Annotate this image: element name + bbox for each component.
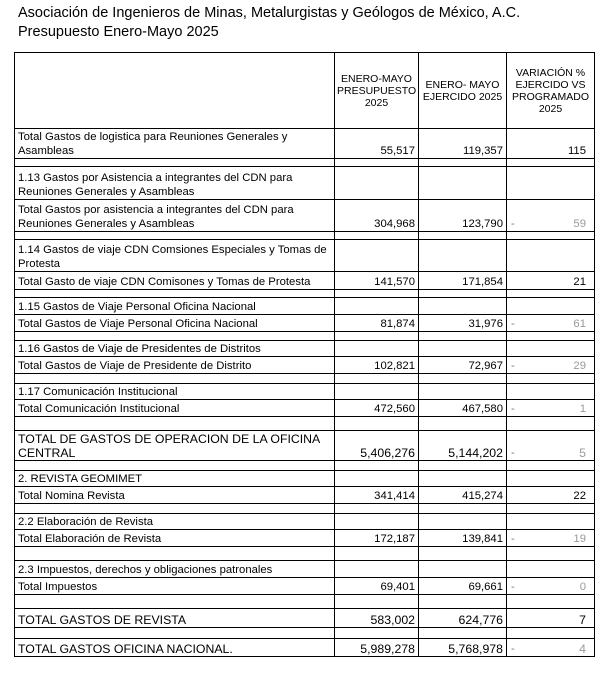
spacer-cell (419, 461, 507, 471)
negative-sign: - (511, 447, 515, 459)
section-row (15, 298, 595, 315)
actual-cell (419, 298, 507, 315)
total-row (15, 357, 595, 374)
document-subtitle: Presupuesto Enero-Mayo 2025 (18, 24, 219, 40)
variation-cell (507, 272, 595, 290)
total-row (15, 315, 595, 332)
variation-value: 59 (573, 218, 586, 230)
variation-value: 7 (579, 613, 586, 627)
variation-cell (507, 357, 595, 374)
row-label: TOTAL DE GASTOS DE OPERACION DE LA OFICINA CENTRAL (15, 431, 335, 461)
variation-cell (507, 639, 595, 657)
spacer-cell (419, 159, 507, 167)
row-label: TOTAL GASTOS DE REVISTA (15, 609, 335, 628)
spacer-cell (15, 461, 335, 471)
budget-cell: 341,414 (335, 487, 419, 504)
total-row (15, 400, 595, 417)
actual-cell: 5,144,202 (419, 431, 507, 461)
section-row (15, 561, 595, 578)
spacer-cell (335, 332, 419, 341)
budget-cell: 472,560 (335, 400, 419, 417)
total-row (15, 129, 595, 159)
variation-cell (507, 431, 595, 461)
variation-cell (507, 561, 595, 578)
header-actual: ENERO- MAYO EJERCIDO 2025 (419, 53, 507, 129)
variation-value: 1 (579, 403, 586, 415)
variation-cell (507, 530, 595, 547)
budget-cell: 5,406,276 (335, 431, 419, 461)
variation-cell (507, 298, 595, 315)
spacer-cell (15, 417, 335, 431)
budget-cell (335, 240, 419, 272)
spacer-row (15, 332, 595, 341)
actual-cell (419, 167, 507, 200)
negative-sign: - (511, 360, 515, 372)
spacer-cell (507, 159, 595, 167)
spacer-cell (15, 547, 335, 561)
row-label: Total Impuestos (15, 578, 335, 595)
budget-table (14, 52, 595, 657)
spacer-cell (419, 595, 507, 609)
spacer-row (15, 159, 595, 167)
spacer-row (15, 232, 595, 240)
spacer-cell (507, 374, 595, 384)
budget-cell (335, 384, 419, 400)
variation-cell (507, 471, 595, 487)
spacer-cell (419, 417, 507, 431)
row-label: Total Gastos de logistica para Reuniones Generales y Asambleas (15, 129, 335, 159)
variation-value: 21 (573, 276, 586, 288)
spacer-cell (507, 332, 595, 341)
spacer-cell (419, 547, 507, 561)
variation-cell (507, 578, 595, 595)
actual-cell: 119,357 (419, 129, 507, 159)
budget-cell (335, 167, 419, 200)
variation-value: 19 (573, 533, 586, 545)
spacer-cell (419, 628, 507, 639)
spacer-row (15, 417, 595, 431)
spacer-row (15, 461, 595, 471)
row-label: Total Gasto de viaje CDN Comisones y Tomas de Protesta (15, 272, 335, 290)
negative-sign: - (511, 318, 515, 330)
total-row (15, 609, 595, 628)
row-label: 1.15 Gastos de Viaje Personal Oficina Nacional (15, 298, 335, 315)
header-variation: VARIACIÓN % EJERCIDO VS PROGRAMADO 2025 (507, 53, 595, 129)
row-label: Total Gastos de Viaje de Presidente de Distrito (15, 357, 335, 374)
budget-cell: 69,401 (335, 578, 419, 595)
spacer-cell (507, 547, 595, 561)
variation-cell (507, 167, 595, 200)
actual-cell (419, 240, 507, 272)
actual-cell: 31,976 (419, 315, 507, 332)
budget-cell: 55,517 (335, 129, 419, 159)
spacer-cell (335, 159, 419, 167)
variation-cell (507, 240, 595, 272)
spacer-cell (15, 232, 335, 240)
section-row (15, 167, 595, 200)
budget-cell: 102,821 (335, 357, 419, 374)
spacer-cell (507, 461, 595, 471)
actual-cell: 69,661 (419, 578, 507, 595)
spacer-cell (335, 290, 419, 298)
total-row (15, 639, 595, 657)
total-row (15, 487, 595, 504)
total-row (15, 431, 595, 461)
row-label: 2. REVISTA GEOMIMET (15, 471, 335, 487)
budget-cell: 172,187 (335, 530, 419, 547)
spacer-cell (335, 461, 419, 471)
actual-cell: 624,776 (419, 609, 507, 628)
table-header-row (15, 53, 595, 129)
negative-sign: - (511, 581, 515, 593)
spacer-row (15, 290, 595, 298)
negative-sign: - (511, 533, 515, 545)
document-title: Asociación de Ingenieros de Minas, Metalurgistas y Geólogos de México, A.C. (18, 5, 521, 21)
actual-cell (419, 341, 507, 357)
budget-cell: 81,874 (335, 315, 419, 332)
total-row (15, 578, 595, 595)
section-row (15, 341, 595, 357)
variation-value: 22 (573, 490, 586, 502)
row-label: 2.2 Elaboración de Revista (15, 514, 335, 530)
budget-cell: 5,989,278 (335, 639, 419, 657)
spacer-cell (15, 504, 335, 514)
negative-sign: - (511, 643, 515, 655)
variation-value: 61 (573, 318, 586, 330)
budget-cell (335, 561, 419, 578)
variation-cell (507, 487, 595, 504)
spacer-cell (15, 374, 335, 384)
spacer-cell (507, 595, 595, 609)
row-label: Total Elaboración de Revista (15, 530, 335, 547)
row-label: Total Gastos de Viaje Personal Oficina Nacional (15, 315, 335, 332)
spacer-cell (507, 232, 595, 240)
spacer-cell (335, 374, 419, 384)
negative-sign: - (511, 403, 515, 415)
spacer-row (15, 595, 595, 609)
variation-cell (507, 514, 595, 530)
variation-value: 5 (579, 446, 586, 460)
actual-cell: 139,841 (419, 530, 507, 547)
row-label: Total Nomina Revista (15, 487, 335, 504)
actual-cell: 415,274 (419, 487, 507, 504)
spacer-cell (419, 374, 507, 384)
spacer-cell (15, 159, 335, 167)
variation-cell (507, 400, 595, 417)
spacer-row (15, 628, 595, 639)
spacer-cell (419, 504, 507, 514)
variation-value: 0 (579, 581, 586, 593)
row-label: 1.17 Comunicación Institucional (15, 384, 335, 400)
spacer-cell (15, 332, 335, 341)
spacer-cell (507, 417, 595, 431)
section-row (15, 384, 595, 400)
total-row (15, 272, 595, 290)
actual-cell: 171,854 (419, 272, 507, 290)
row-label: 1.16 Gastos de Viaje de Presidentes de Distritos (15, 341, 335, 357)
spacer-cell (15, 595, 335, 609)
row-label: TOTAL GASTOS OFICINA NACIONAL. (15, 639, 335, 657)
spacer-cell (15, 290, 335, 298)
budget-cell (335, 298, 419, 315)
spacer-cell (419, 290, 507, 298)
row-label: Total Gastos por asistencia a integrantes del CDN para Reuniones Generales y Asambleas (15, 200, 335, 232)
variation-value: 115 (567, 145, 586, 157)
header-budget: ENERO-MAYO PRESUPUESTO 2025 (335, 53, 419, 129)
section-row (15, 471, 595, 487)
row-label: 1.14 Gastos de viaje CDN Comsiones Especiales y Tomas de Protesta (15, 240, 335, 272)
spacer-cell (507, 504, 595, 514)
budget-cell (335, 514, 419, 530)
spacer-cell (335, 232, 419, 240)
spacer-cell (335, 547, 419, 561)
spacer-cell (335, 417, 419, 431)
spacer-cell (335, 628, 419, 639)
actual-cell (419, 384, 507, 400)
total-row (15, 530, 595, 547)
variation-cell (507, 341, 595, 357)
spacer-row (15, 374, 595, 384)
row-label: 2.3 Impuestos, derechos y obligaciones patronales (15, 561, 335, 578)
actual-cell: 72,967 (419, 357, 507, 374)
variation-value: 4 (579, 642, 586, 656)
variation-cell (507, 200, 595, 232)
spacer-cell (419, 332, 507, 341)
variation-cell (507, 384, 595, 400)
spacer-row (15, 547, 595, 561)
variation-cell (507, 315, 595, 332)
actual-cell: 5,768,978 (419, 639, 507, 657)
budget-cell: 304,968 (335, 200, 419, 232)
total-row (15, 200, 595, 232)
budget-cell (335, 471, 419, 487)
row-label: 1.13 Gastos por Asistencia a integrantes del CDN para Reuniones Generales y Asambleas (15, 167, 335, 200)
variation-value: 29 (573, 360, 586, 372)
section-row (15, 240, 595, 272)
actual-cell (419, 561, 507, 578)
spacer-cell (507, 290, 595, 298)
spacer-cell (507, 628, 595, 639)
spacer-cell (335, 595, 419, 609)
spacer-cell (15, 628, 335, 639)
negative-sign: - (511, 218, 515, 230)
row-label: Total Comunicación Institucional (15, 400, 335, 417)
header-blank-cell (15, 53, 335, 129)
budget-cell (335, 341, 419, 357)
spacer-cell (419, 232, 507, 240)
actual-cell: 123,790 (419, 200, 507, 232)
section-row (15, 514, 595, 530)
budget-cell: 583,002 (335, 609, 419, 628)
actual-cell (419, 471, 507, 487)
spacer-cell (335, 504, 419, 514)
variation-cell (507, 609, 595, 628)
actual-cell: 467,580 (419, 400, 507, 417)
variation-cell (507, 129, 595, 159)
spacer-row (15, 504, 595, 514)
actual-cell (419, 514, 507, 530)
budget-cell: 141,570 (335, 272, 419, 290)
